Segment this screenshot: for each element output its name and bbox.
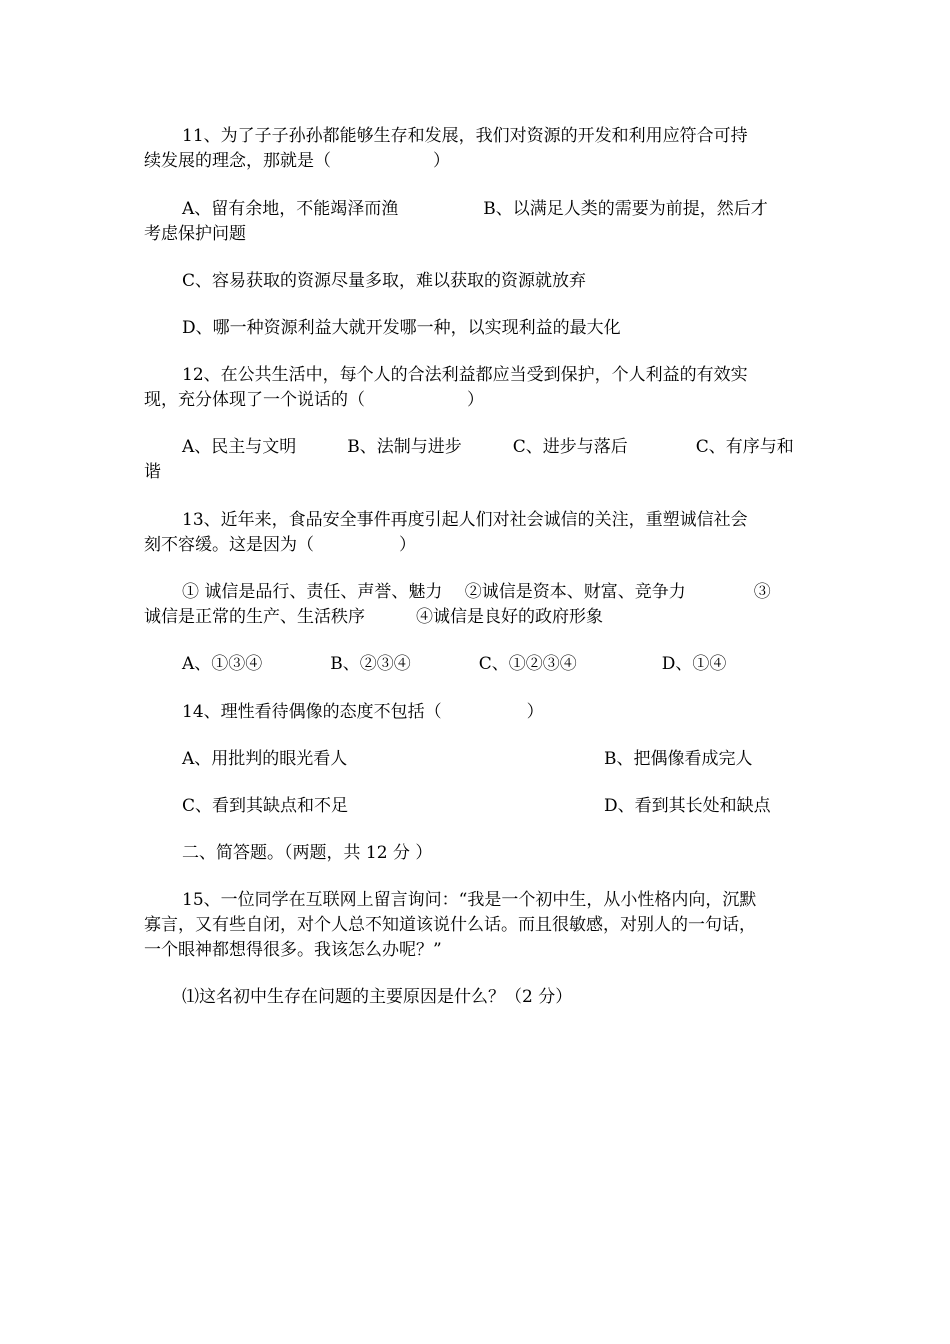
q12-text-line1: 12、在公共生活中，每个人的合法利益都应当受到保护，个人利益的有效实 [182,365,748,385]
q13-items-line2: 诚信是正常的生产、生活秩序 ④诚信是良好的政府形象 [144,607,603,627]
q12-options-line2: 谐 [144,462,161,482]
q13-text-line2: 刻不容缓。这是因为（ ） [144,535,416,555]
q15-text-line3: 一个眼神都想得很多。我该怎么办呢？” [144,940,442,960]
q13-text-line1: 13、近年来，食品安全事件再度引起人们对社会诚信的关注，重塑诚信社会 [182,510,748,530]
q15-text-line2: 寡言，又有些自闭，对个人总不知道该说什么话。而且很敏感，对别人的一句话， [144,915,756,935]
q15-text-line1: 15、一位同学在互联网上留言询问：“我是一个初中生，从小性格内向，沉默 [182,890,757,910]
q11-options-ab-line1: A、留有余地，不能竭泽而渔 B、以满足人类的需要为前提，然后才 [182,199,768,219]
q14-option-b: B、把偶像看成完人 [604,749,753,769]
q14-option-c: C、看到其缺点和不足 [182,796,349,816]
q14-text: 14、理性看待偶像的态度不包括（ ） [182,702,544,722]
section2-heading: 二、简答题。（两题，共 12 分 ） [182,843,433,863]
q11-option-c: C、容易获取的资源尽量多取，难以获取的资源就放弃 [182,271,587,291]
q12-text-line2: 现，充分体现了一个说话的（ ） [144,390,484,410]
q13-options: A、①③④ B、②③④ C、①②③④ D、①④ [182,654,727,674]
q14-option-a: A、用批判的眼光看人 [182,749,348,769]
q11-text-line2: 续发展的理念，那就是（ ） [144,151,450,171]
q11-text-line1: 11、为了子子孙孙都能够生存和发展，我们对资源的开发和利用应符合可持 [182,126,748,146]
q12-options-line1: A、民主与文明 B、法制与进步 C、进步与落后 C、有序与和 [182,437,794,457]
q11-option-d: D、哪一种资源利益大就开发哪一种，以实现利益的最大化 [182,318,621,338]
q14-option-d: D、看到其长处和缺点 [604,796,771,816]
q15-subquestion-1: ⑴这名初中生存在问题的主要原因是什么？（2 分） [182,987,573,1007]
q13-items-line1: ① 诚信是品行、责任、声誉、魅力 ②诚信是资本、财富、竞争力 ③ [182,582,771,602]
q11-options-ab-line2: 考虑保护问题 [144,224,246,244]
